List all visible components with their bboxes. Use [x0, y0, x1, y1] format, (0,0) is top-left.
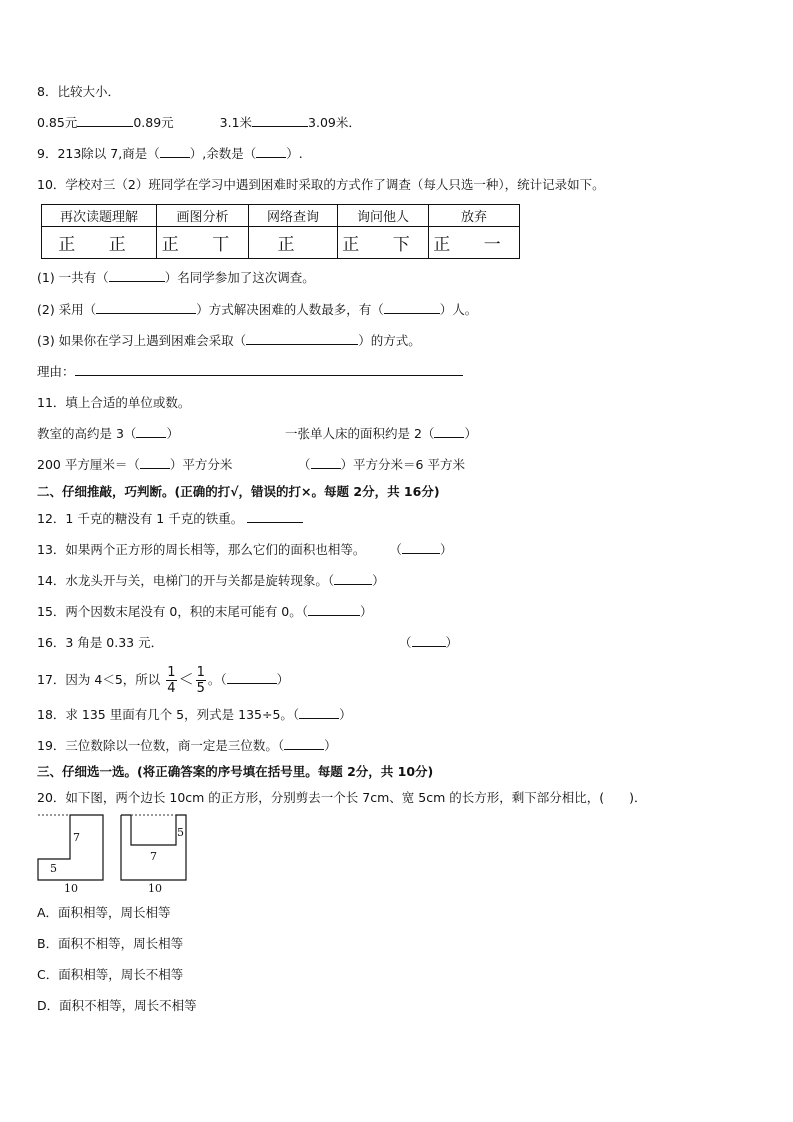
tally-cell: 正 下 [338, 227, 429, 259]
q11-blank-2[interactable] [434, 426, 464, 438]
q18-paren: ） [339, 707, 352, 722]
q11-row-2 [37, 457, 232, 473]
q16-blank[interactable] [412, 635, 446, 647]
q16-answer [399, 635, 458, 651]
q17-blank[interactable] [227, 672, 277, 684]
fig2-label-inner: 7 [150, 850, 157, 863]
q10-title: 10．学校对三（2）班同学在学习中遇到困难时采取的方式作了调查（每人只选一种），统计记录如下。 [37, 177, 605, 192]
fraction-one-fifth [196, 665, 206, 696]
q11-text: 一张单人床的面积约是 2（ [285, 426, 435, 441]
q12-blank[interactable] [247, 511, 303, 523]
q8-compare-row [37, 115, 361, 131]
option-c[interactable]: C．面积相等，周长不相等 [37, 967, 184, 982]
q10-sub2-blank-1[interactable] [96, 302, 196, 314]
q18 [37, 707, 352, 723]
q10-sub3-blank[interactable] [246, 333, 358, 345]
q16-text: 16．3 角是 0.33 元． [37, 635, 164, 650]
q8-b1: 0.89元 [133, 115, 174, 130]
q10-sub3-text: (3) 如果你在学习上遇到困难会采取（ [37, 333, 247, 348]
q19-text: 19．三位数除以一位数，商一定是三位数。（ [37, 738, 285, 753]
q19-paren: ） [324, 738, 337, 753]
q9 [37, 146, 303, 162]
fraction-denominator: 5 [196, 681, 205, 696]
q9-text-2: ）,余数是（ [189, 146, 257, 161]
q15-text: 15．两个因数末尾没有 0，积的末尾可能有 0。（ [37, 604, 309, 619]
q14 [37, 573, 385, 589]
tally-cell: 正 丅 [157, 227, 249, 259]
q16-paren: （ [399, 635, 412, 650]
less-than-sign: ＜ [178, 670, 194, 688]
q10-sub2-blank-2[interactable] [384, 302, 440, 314]
fig2-label-side: 5 [177, 826, 184, 839]
q13-paren: ） [439, 542, 453, 557]
q11-text: ）平方分米＝6 平方米 [340, 457, 465, 472]
q11-row-1 [37, 426, 179, 442]
q11-text: 教室的高约是 3（ [37, 426, 137, 441]
q8-a2: 3.1米 [219, 115, 253, 130]
q8-blank-1[interactable] [77, 115, 133, 127]
q11-blank-1[interactable] [136, 426, 166, 438]
q9-text-3: ）. [286, 146, 303, 161]
q14-blank[interactable] [334, 573, 372, 585]
q10-sub1-text: ）名同学参加了这次调查。 [164, 270, 315, 285]
q11-row-2b [298, 457, 465, 473]
q15-paren: ） [360, 604, 373, 619]
q16-paren: ） [445, 635, 459, 650]
q15 [37, 604, 373, 620]
q10-reason-blank[interactable] [75, 364, 463, 376]
fig1-label-side: 7 [73, 831, 80, 844]
option-b[interactable]: B．面积不相等，周长相等 [37, 936, 184, 951]
tally-header: 再次读题理解 [42, 205, 157, 227]
fraction-one-quarter [166, 665, 176, 696]
option-d[interactable]: D．面积不相等，周长不相等 [37, 998, 197, 1013]
q10-reason [37, 364, 463, 380]
q10-sub1-text: (1) 一共有（ [37, 270, 109, 285]
q8-a1: 0.85元 [37, 115, 78, 130]
q10-sub3 [37, 333, 421, 349]
q13-blank[interactable] [402, 542, 440, 554]
q11-row-1b [285, 426, 477, 442]
q8-b2: 3.09米． [308, 115, 361, 130]
q11-text: （ [298, 457, 311, 472]
q14-paren: ） [372, 573, 385, 588]
q17 [37, 660, 289, 699]
q9-blank-1[interactable] [160, 146, 190, 158]
q13 [37, 542, 452, 558]
q10-sub2-text: ）方式解决困难的人数最多，有（ [196, 302, 384, 317]
q17-paren: ） [276, 672, 290, 687]
tally-header: 网络查询 [249, 205, 338, 227]
q11-title: 11．填上合适的单位或数。 [37, 395, 191, 410]
tally-cell: 正 正 [42, 227, 157, 259]
q14-text: 14．水龙头开与关，电梯门的开与关都是旋转现象。（ [37, 573, 335, 588]
q8-title: 8．比较大小． [37, 84, 120, 99]
q11-text: ） [464, 426, 477, 441]
tally-cell: 正 [249, 227, 338, 259]
q11-text: 200 平方厘米＝（ [37, 457, 140, 472]
q18-text: 18．求 135 里面有几个 5，列式是 135÷5。（ [37, 707, 300, 722]
fraction-denominator: 4 [167, 681, 176, 696]
q9-text-1: 9．213除以 7,商是（ [37, 146, 160, 161]
q18-blank[interactable] [299, 707, 339, 719]
fig1-label-base: 10 [64, 882, 78, 895]
fig1-label-bottom: 5 [50, 862, 57, 875]
tally-cell: 正 一 [429, 227, 520, 259]
q16 [37, 635, 163, 651]
tally-header: 画图分析 [157, 205, 249, 227]
fraction-numerator: 1 [167, 665, 176, 680]
q9-blank-2[interactable] [256, 146, 286, 158]
tally-header: 询问他人 [338, 205, 429, 227]
tally-table [41, 204, 520, 259]
q13-paren: （ [389, 542, 402, 557]
section-2-heading: 二、仔细推敲，巧判断。(正确的打√，错误的打×。每题 2分，共 16分) [37, 484, 440, 499]
q11-blank-3[interactable] [140, 457, 170, 469]
q11-blank-4[interactable] [311, 457, 341, 469]
q11-text: ）平方分米 [169, 457, 233, 472]
q10-sub2-text: (2) 采用（ [37, 302, 97, 317]
q11-text: ） [166, 426, 179, 441]
square-figure-2 [118, 812, 190, 884]
q17-text: 17．因为 4＜5，所以 [37, 672, 161, 687]
option-a[interactable]: A．面积相等，周长相等 [37, 905, 171, 920]
square-figure-1 [35, 812, 107, 884]
section-3-heading: 三、仔细选一选。(将正确答案的序号填在括号里。每题 2分，共 10分) [37, 764, 434, 779]
q19-blank[interactable] [284, 738, 324, 750]
q10-sub1 [37, 270, 315, 286]
q13-text: 13．如果两个正方形的周长相等，那么它们的面积也相等。 [37, 542, 366, 557]
q8-blank-2[interactable] [252, 115, 308, 127]
q10-sub2-text: ）人。 [439, 302, 478, 317]
q12-text: 12．1 千克的糖没有 1 千克的铁重。 [37, 511, 244, 526]
q10-sub3-text: ）的方式。 [358, 333, 421, 348]
q10-reason-label: 理由： [37, 364, 75, 379]
fraction-numerator: 1 [196, 665, 205, 680]
q17-text: 。（ [207, 672, 227, 687]
tally-header: 放弃 [429, 205, 520, 227]
q19 [37, 738, 337, 754]
q10-sub2 [37, 302, 477, 318]
q15-blank[interactable] [308, 604, 360, 616]
fig2-label-base: 10 [148, 882, 162, 895]
q10-sub1-blank[interactable] [109, 270, 165, 282]
q20-text: 20．如下图，两个边长 10cm 的正方形，分别剪去一个长 7cm、宽 5cm 的长方形，剩下部分相比，( )． [37, 790, 647, 805]
q12 [37, 511, 303, 527]
